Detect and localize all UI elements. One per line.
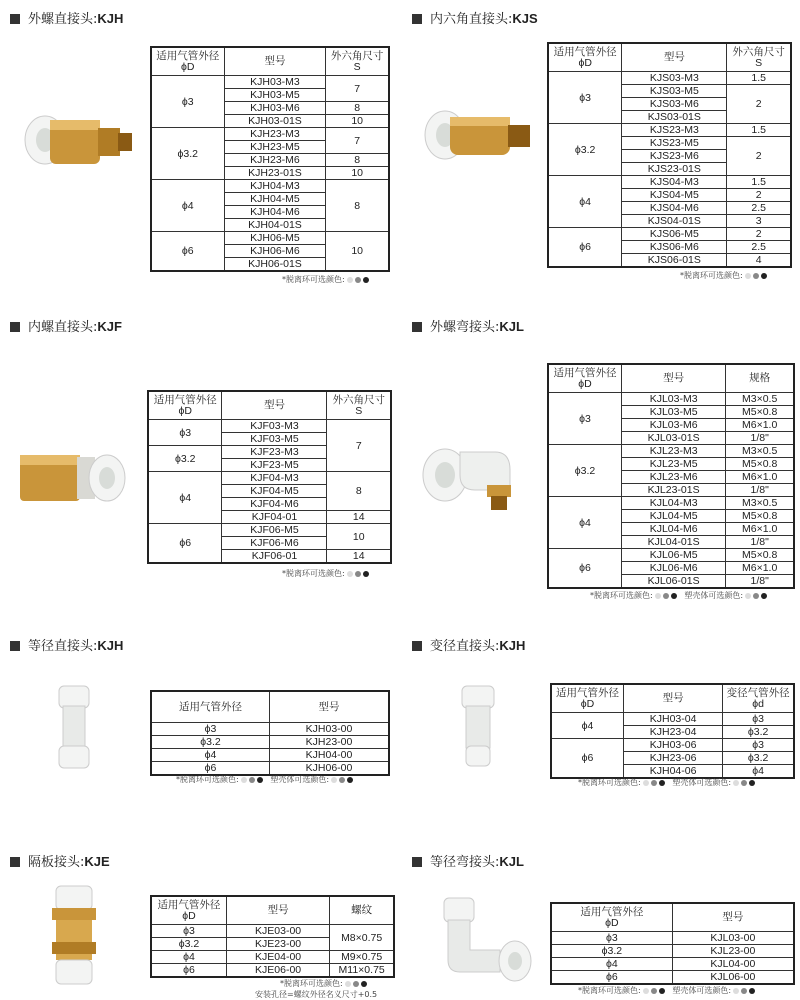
model-cell: KJS03-M6 (622, 98, 727, 111)
od-cell: ϕ3 (151, 723, 269, 736)
od-cell: ϕ3.2 (148, 446, 222, 472)
od-cell: ϕ6 (551, 739, 623, 779)
male-elbow-fitting-image (415, 430, 535, 530)
model-cell: KJS23-M6 (622, 150, 727, 163)
od-cell: ϕ4 (548, 497, 621, 549)
reduced-od-cell: ϕ3 (723, 713, 794, 726)
color-dot-icon (355, 277, 361, 283)
color-note (680, 270, 767, 281)
col-header-od: 适用气管外径 ϕD (551, 903, 672, 932)
spec-cell: M6×1.0 (726, 562, 794, 575)
color-dot-icon (761, 273, 767, 279)
model-cell: KJH03-00 (269, 723, 389, 736)
s-cell: 10 (326, 167, 389, 180)
s-cell: 4 (727, 254, 791, 268)
model-cell: KJF06-M5 (222, 524, 327, 537)
color-note (280, 978, 367, 989)
color-dot-icon (361, 981, 367, 987)
spec-cell: 1/8" (726, 575, 794, 589)
section-title-kje (10, 851, 110, 870)
s-cell: 10 (327, 524, 391, 550)
od-cell: ϕ6 (548, 549, 621, 589)
section-square-icon (10, 857, 20, 867)
model-cell: KJE04-00 (226, 951, 329, 964)
s-cell: 10 (326, 232, 389, 272)
model-cell: KJS04-M3 (622, 176, 727, 189)
thread-cell: M9×0.75 (330, 951, 394, 964)
col-header-s: 外六角尺寸 S (326, 47, 389, 76)
kjs-table (547, 42, 792, 268)
model-cell: KJH04-M6 (224, 206, 326, 219)
reduced-od-cell: ϕ4 (723, 765, 794, 779)
spec-cell: M5×0.8 (726, 458, 794, 471)
color-dot-icon (331, 777, 337, 783)
s-cell: 2 (727, 189, 791, 202)
model-cell: KJS06-01S (622, 254, 727, 268)
model-cell: KJF04-01 (222, 511, 327, 524)
model-cell: KJS23-M3 (622, 124, 727, 137)
col-header-od: 适用气管外径 ϕD (148, 391, 222, 420)
col-header-model: 型号 (622, 43, 727, 72)
equal-elbow-union-image (430, 890, 540, 995)
model-cell: KJS04-M6 (622, 202, 727, 215)
spec-cell: 1/8" (726, 536, 794, 549)
color-note (176, 774, 353, 785)
color-note (578, 777, 755, 788)
od-cell: ϕ4 (151, 180, 224, 232)
spec-cell: M3×0.5 (726, 445, 794, 458)
s-cell: 7 (326, 76, 389, 102)
kjf-table (147, 390, 392, 564)
section-title-kjl-male (412, 316, 524, 335)
section-title-text: 内六角直接头: (430, 12, 513, 27)
model-cell: KJE23-00 (226, 938, 329, 951)
od-cell: ϕ6 (548, 228, 622, 268)
model-cell: KJS23-01S (622, 163, 727, 176)
model-cell: KJH04-M3 (224, 180, 326, 193)
model-cell: KJH04-M5 (224, 193, 326, 206)
model-cell: KJF23-M5 (222, 459, 327, 472)
model-cell: KJL03-01S (621, 432, 725, 445)
s-cell: 8 (326, 102, 389, 115)
od-cell: ϕ6 (151, 232, 224, 272)
model-cell: KJH03-M3 (224, 76, 326, 89)
color-dot-icon (353, 981, 359, 987)
model-cell: KJH23-06 (623, 752, 722, 765)
color-note-text: *脱离环可选颜色: (282, 275, 345, 284)
model-cell: KJH04-00 (269, 749, 389, 762)
reducer-straight-union-image (450, 680, 510, 775)
color-dot-icon (355, 571, 361, 577)
col-header-spec: 规格 (726, 364, 794, 393)
model-cell: KJE06-00 (226, 964, 329, 978)
col-header-od: 适用气管外径 ϕD (151, 896, 226, 925)
spec-cell: M6×1.0 (726, 419, 794, 432)
color-dot-icon (655, 593, 661, 599)
spec-cell: 1/8" (726, 484, 794, 497)
spec-cell: M5×0.8 (726, 406, 794, 419)
model-cell: KJL03-M5 (621, 406, 725, 419)
color-dot-icon (345, 981, 351, 987)
model-cell: KJL06-00 (672, 971, 794, 985)
model-cell: KJH23-M6 (224, 154, 326, 167)
spec-cell: M5×0.8 (726, 549, 794, 562)
od-cell: ϕ3.2 (151, 128, 224, 180)
model-cell: KJL03-M3 (621, 393, 725, 406)
model-cell: KJS03-M3 (622, 72, 727, 85)
section-title-text: 外螺直接头: (28, 12, 98, 27)
color-note-text: *脱离环可选颜色: (282, 569, 345, 578)
s-cell: 8 (327, 472, 391, 511)
color-dot-icon (741, 780, 747, 786)
color-dot-icon (745, 593, 751, 599)
section-title-kjl-equal (412, 851, 524, 870)
model-cell: KJL23-M3 (621, 445, 725, 458)
model-cell: KJF04-M3 (222, 472, 327, 485)
color-dot-icon (347, 277, 353, 283)
color-dot-icon (347, 571, 353, 577)
od-cell: ϕ3 (548, 72, 622, 124)
s-cell: 1.5 (727, 176, 791, 189)
model-cell: KJF04-M6 (222, 498, 327, 511)
color-dot-icon (249, 777, 255, 783)
reduced-od-cell: ϕ3.2 (723, 752, 794, 765)
section-title-kjh-equal (10, 635, 123, 654)
col-header-model: 型号 (672, 903, 794, 932)
color-note-text: *脱离环可选颜色: (280, 979, 343, 988)
color-dot-icon (671, 593, 677, 599)
od-cell: ϕ3 (551, 932, 672, 945)
color-note (282, 568, 369, 579)
male-straight-fitting-image (10, 100, 140, 200)
section-title-text: 隔板接头: (28, 855, 85, 870)
model-cell: KJL04-M3 (621, 497, 725, 510)
model-cell: KJH03-M6 (224, 102, 326, 115)
kje-table (150, 895, 395, 978)
spec-cell: 1/8" (726, 432, 794, 445)
model-cell: KJS03-M5 (622, 85, 727, 98)
color-dot-icon (659, 988, 665, 994)
thread-cell: M8×0.75 (330, 925, 394, 951)
color-dot-icon (643, 780, 649, 786)
col-header-model: 型号 (621, 364, 725, 393)
section-title-text: 变径直接头: (430, 639, 500, 654)
col-header-model: 型号 (222, 391, 327, 420)
model-cell: KJS04-01S (622, 215, 727, 228)
color-note-text: *脱离环可选颜色: (680, 271, 743, 280)
kjh-equal-table (150, 690, 390, 776)
od-cell: ϕ3 (151, 76, 224, 128)
od-cell: ϕ4 (151, 749, 269, 762)
model-cell: KJL23-01S (621, 484, 725, 497)
model-cell: KJL06-01S (621, 575, 725, 589)
model-cell: KJL23-M6 (621, 471, 725, 484)
s-cell: 2 (727, 85, 791, 124)
section-code: KJH (97, 11, 124, 26)
spec-cell: M5×0.8 (726, 510, 794, 523)
section-square-icon (412, 857, 422, 867)
col-header-thread: 螺纹 (330, 896, 394, 925)
model-cell: KJL03-M6 (621, 419, 725, 432)
body-color-note-text: 塑壳体可选颜色: (684, 591, 744, 600)
color-note-text: *脱离环可选颜色: (176, 775, 239, 784)
s-cell: 14 (327, 511, 391, 524)
reduced-od-cell: ϕ3 (723, 739, 794, 752)
model-cell: KJF03-M3 (222, 420, 327, 433)
section-code: KJF (97, 319, 122, 334)
od-cell: ϕ4 (551, 713, 623, 739)
model-cell: KJF06-M6 (222, 537, 327, 550)
od-cell: ϕ6 (151, 762, 269, 776)
model-cell: KJS06-M5 (622, 228, 727, 241)
color-dot-icon (753, 273, 759, 279)
spec-cell: M6×1.0 (726, 523, 794, 536)
kjl-equal-table (550, 902, 795, 985)
model-cell: KJL04-M6 (621, 523, 725, 536)
model-cell: KJH03-04 (623, 713, 722, 726)
s-cell: 7 (327, 420, 391, 472)
s-cell: 8 (326, 180, 389, 232)
od-cell: ϕ3.2 (548, 124, 622, 176)
spec-cell: M3×0.5 (726, 497, 794, 510)
color-dot-icon (339, 777, 345, 783)
color-note (578, 985, 755, 996)
color-dot-icon (749, 780, 755, 786)
model-cell: KJH03-01S (224, 115, 326, 128)
model-cell: KJS04-M5 (622, 189, 727, 202)
reduced-od-cell: ϕ3.2 (723, 726, 794, 739)
section-title-kjs (412, 8, 538, 27)
model-cell: KJH06-00 (269, 762, 389, 776)
model-cell: KJL06-M6 (621, 562, 725, 575)
s-cell: 3 (727, 215, 791, 228)
s-cell: 2.5 (727, 241, 791, 254)
od-cell: ϕ4 (551, 958, 672, 971)
model-cell: KJL23-M5 (621, 458, 725, 471)
section-code: KJH (499, 638, 526, 653)
kjl-male-table (547, 363, 795, 589)
model-cell: KJL04-00 (672, 958, 794, 971)
model-cell: KJL23-00 (672, 945, 794, 958)
mounting-hole-note: 安装孔径=螺纹外径名义尺寸+0.5 (255, 990, 378, 999)
color-dot-icon (749, 988, 755, 994)
s-cell: 2 (727, 137, 791, 176)
s-cell: 2 (727, 228, 791, 241)
col-header-od: 适用气管外径 ϕD (548, 43, 622, 72)
section-title-kjf (10, 316, 122, 335)
od-cell: ϕ3.2 (551, 945, 672, 958)
od-cell: ϕ3 (151, 925, 226, 938)
od-cell: ϕ3.2 (548, 445, 621, 497)
color-dot-icon (745, 273, 751, 279)
od-cell: ϕ3 (548, 393, 621, 445)
od-cell: ϕ3.2 (151, 736, 269, 749)
color-dot-icon (761, 593, 767, 599)
color-note-text: *脱离环可选颜色: (590, 591, 653, 600)
model-cell: KJF03-M5 (222, 433, 327, 446)
s-cell: 10 (326, 115, 389, 128)
section-title-text: 内螺直接头: (28, 320, 98, 335)
section-code: KJL (499, 854, 524, 869)
color-dot-icon (363, 277, 369, 283)
model-cell: KJH06-M5 (224, 232, 326, 245)
model-cell: KJH23-M3 (224, 128, 326, 141)
color-dot-icon (659, 780, 665, 786)
model-cell: KJH23-04 (623, 726, 722, 739)
model-cell: KJL06-M5 (621, 549, 725, 562)
color-dot-icon (753, 593, 759, 599)
color-dot-icon (663, 593, 669, 599)
model-cell: KJH04-01S (224, 219, 326, 232)
col-header-od: 适用气管外径 ϕD (548, 364, 621, 393)
s-cell: 8 (326, 154, 389, 167)
body-color-note-text: 塑壳体可选颜色: (672, 778, 732, 787)
thread-cell: M11×0.75 (330, 964, 394, 978)
section-code: KJS (512, 11, 538, 26)
model-cell: KJF06-01 (222, 550, 327, 564)
model-cell: KJH03-M5 (224, 89, 326, 102)
model-cell: KJF23-M3 (222, 446, 327, 459)
spec-cell: M3×0.5 (726, 393, 794, 406)
section-code: KJL (499, 319, 524, 334)
s-cell: 1.5 (727, 72, 791, 85)
equal-straight-union-image (45, 680, 105, 775)
body-color-note-text: 塑壳体可选颜色: (270, 775, 330, 784)
section-title-kjh-reducer (412, 635, 525, 654)
kjh-reducer-table (550, 683, 795, 779)
model-cell: KJH04-06 (623, 765, 722, 779)
s-cell: 14 (327, 550, 391, 564)
col-header-model: 型号 (269, 691, 389, 723)
model-cell: KJL03-00 (672, 932, 794, 945)
od-cell: ϕ4 (151, 951, 226, 964)
col-header-model: 型号 (224, 47, 326, 76)
model-cell: KJL04-01S (621, 536, 725, 549)
col-header-od: 适用气管外径 ϕD (151, 47, 224, 76)
col-header-s: 外六角尺寸 S (727, 43, 791, 72)
spec-cell: M6×1.0 (726, 471, 794, 484)
color-dot-icon (241, 777, 247, 783)
color-dot-icon (257, 777, 263, 783)
s-cell: 1.5 (727, 124, 791, 137)
color-note-text: *脱离环可选颜色: (578, 986, 641, 995)
od-cell: ϕ6 (148, 524, 222, 564)
od-cell: ϕ3.2 (151, 938, 226, 951)
col-header-reduced-od: 变径气管外径 ϕd (723, 684, 794, 713)
model-cell: KJS23-M5 (622, 137, 727, 150)
color-dot-icon (651, 988, 657, 994)
body-color-note-text: 塑壳体可选颜色: (672, 986, 732, 995)
color-note (590, 590, 767, 601)
hex-socket-straight-fitting-image (410, 95, 545, 190)
col-header-model: 型号 (226, 896, 329, 925)
section-title-text: 外螺弯接头: (430, 320, 500, 335)
model-cell: KJS03-01S (622, 111, 727, 124)
color-dot-icon (733, 988, 739, 994)
color-dot-icon (651, 780, 657, 786)
model-cell: KJH06-M6 (224, 245, 326, 258)
od-cell: ϕ6 (551, 971, 672, 985)
bulkhead-union-image (40, 882, 110, 997)
od-cell: ϕ3 (148, 420, 222, 446)
model-cell: KJE03-00 (226, 925, 329, 938)
model-cell: KJF04-M5 (222, 485, 327, 498)
section-square-icon (10, 14, 20, 24)
od-cell: ϕ4 (548, 176, 622, 228)
color-dot-icon (643, 988, 649, 994)
section-title-text: 等径直接头: (28, 639, 98, 654)
section-title-text: 等径弯接头: (430, 855, 500, 870)
col-header-od: 适用气管外径 (151, 691, 269, 723)
col-header-model: 型号 (623, 684, 722, 713)
col-header-s: 外六角尺寸 S (327, 391, 391, 420)
color-dot-icon (733, 780, 739, 786)
section-square-icon (10, 641, 20, 651)
model-cell: KJH23-00 (269, 736, 389, 749)
s-cell: 7 (326, 128, 389, 154)
color-dot-icon (363, 571, 369, 577)
kjh-male-table (150, 46, 390, 272)
col-header-od: 适用气管外径 ϕD (551, 684, 623, 713)
od-cell: ϕ4 (148, 472, 222, 524)
model-cell: KJL04-M5 (621, 510, 725, 523)
section-square-icon (412, 641, 422, 651)
section-code: KJH (97, 638, 124, 653)
od-cell: ϕ6 (151, 964, 226, 978)
model-cell: KJH06-01S (224, 258, 326, 272)
color-note (282, 274, 369, 285)
s-cell: 2.5 (727, 202, 791, 215)
model-cell: KJS06-M6 (622, 241, 727, 254)
model-cell: KJH03-06 (623, 739, 722, 752)
section-square-icon (412, 322, 422, 332)
color-note-text: *脱离环可选颜色: (578, 778, 641, 787)
model-cell: KJH23-M5 (224, 141, 326, 154)
color-dot-icon (741, 988, 747, 994)
section-square-icon (412, 14, 422, 24)
section-code: KJE (84, 854, 110, 869)
color-dot-icon (347, 777, 353, 783)
section-square-icon (10, 322, 20, 332)
section-title-kjh-male (10, 8, 123, 27)
model-cell: KJH23-01S (224, 167, 326, 180)
female-straight-fitting-image (15, 435, 130, 525)
